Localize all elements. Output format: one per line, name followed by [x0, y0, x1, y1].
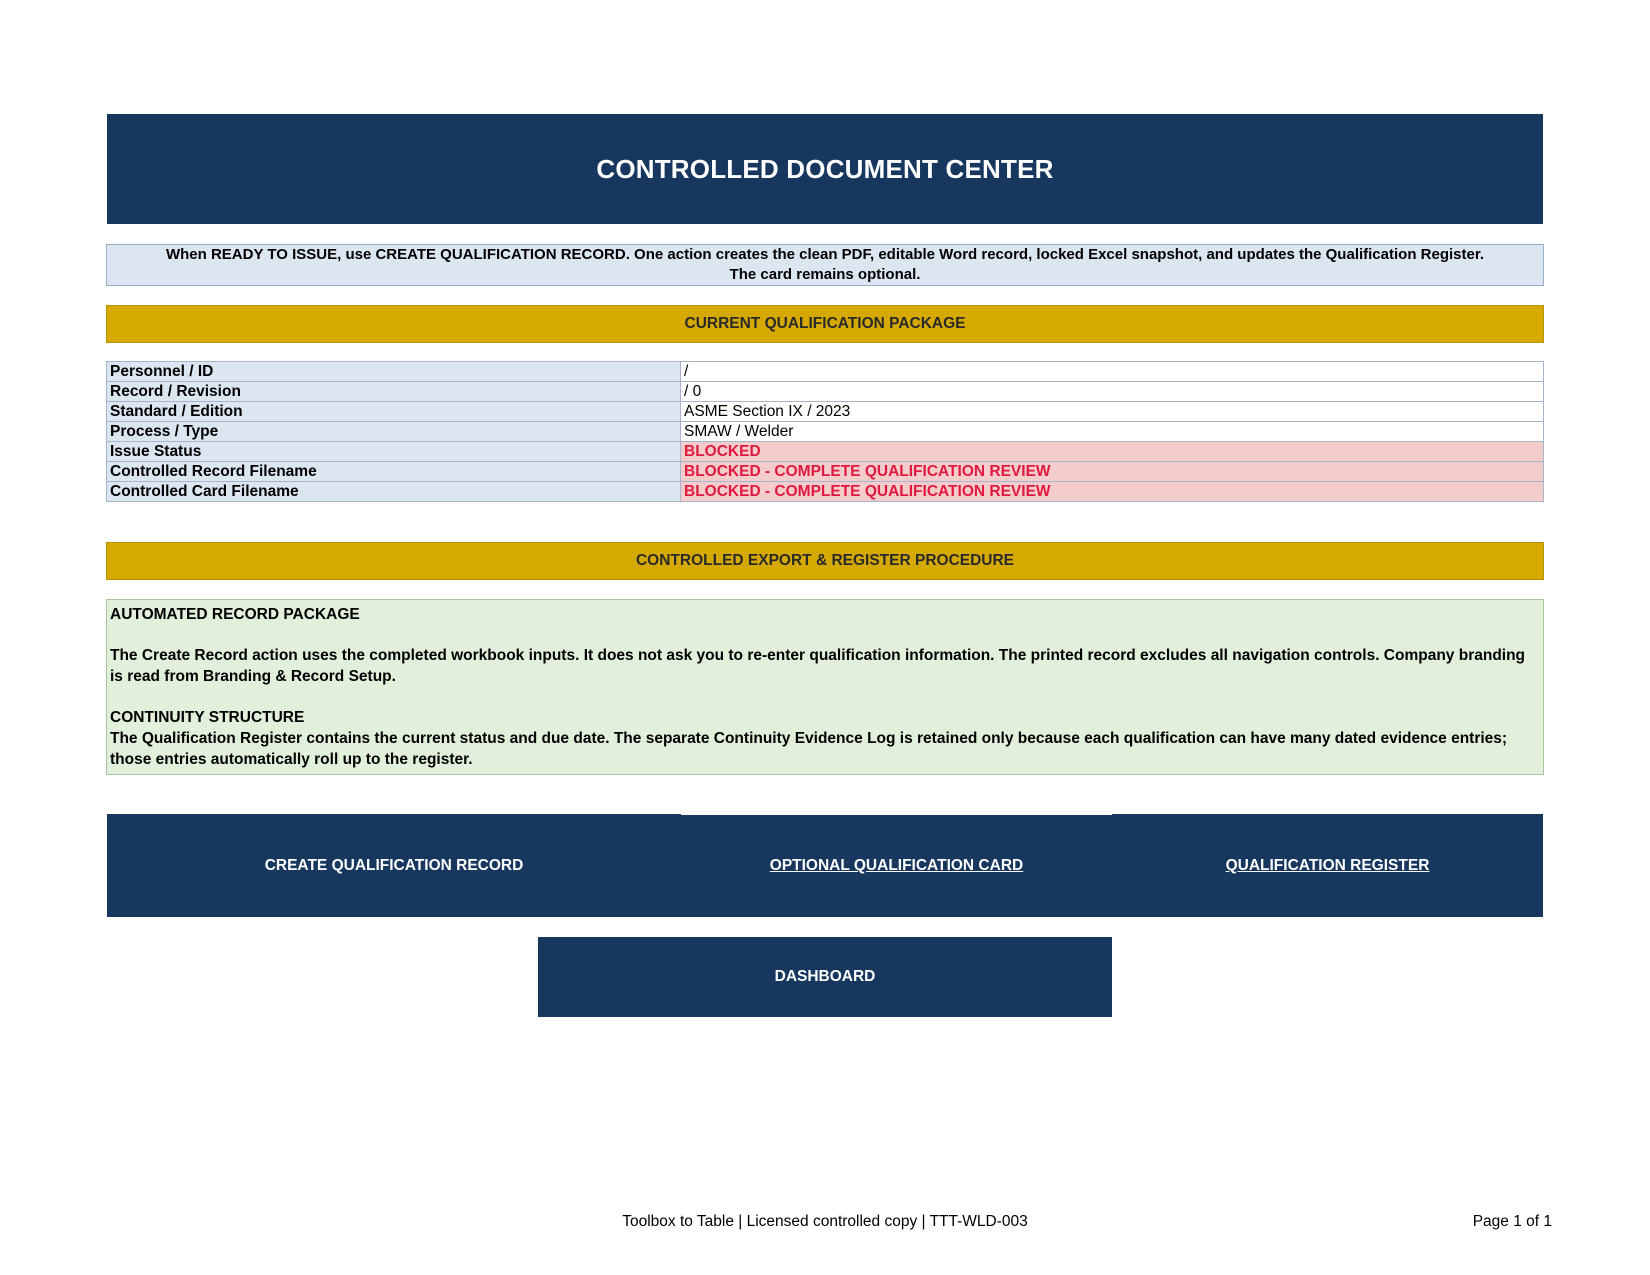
row-value: SMAW / Welder [681, 422, 1544, 442]
table-row [107, 422, 1544, 442]
row-label: Standard / Edition [107, 402, 681, 422]
package-table [106, 361, 1544, 502]
row-value: BLOCKED - COMPLETE QUALIFICATION REVIEW [681, 482, 1544, 502]
continuity-title: CONTINUITY STRUCTURE [110, 709, 305, 726]
status-badge: BLOCKED [681, 442, 1544, 462]
row-value: / [681, 362, 1544, 382]
dashboard-button[interactable] [538, 937, 1112, 1017]
row-value: ASME Section IX / 2023 [681, 402, 1544, 422]
package-heading: CURRENT QUALIFICATION PACKAGE [684, 315, 966, 332]
page-number: Page 1 of 1 [1472, 1213, 1552, 1230]
procedure-section-header [106, 542, 1544, 580]
instruction-line-1: When READY TO ISSUE, use CREATE QUALIFICATION RECORD. One action creates the clean PDF, editable Word record, locked Excel snapshot, and updates the Qualification Register. [165, 246, 1485, 263]
table-row [107, 442, 1544, 462]
page-title-banner [107, 114, 1543, 224]
optional-card-label: OPTIONAL QUALIFICATION CARD [769, 857, 1024, 874]
row-label: Controlled Record Filename [107, 462, 681, 482]
row-label: Controlled Card Filename [107, 482, 681, 502]
table-row [107, 462, 1544, 482]
row-label: Personnel / ID [107, 362, 681, 382]
continuity-text: The Qualification Register contains the current status and due date. The separate Continuity Evidence Log is retained only because each qualification can have many dated evidence entries; those entries automatically roll up to the register. [110, 730, 1508, 768]
row-value: BLOCKED - COMPLETE QUALIFICATION REVIEW [681, 462, 1544, 482]
procedure-panel [106, 599, 1544, 775]
instruction-line-2: The card remains optional. [729, 266, 921, 283]
table-row [107, 362, 1544, 382]
dashboard-label: DASHBOARD [774, 968, 876, 985]
procedure-heading: CONTROLLED EXPORT & REGISTER PROCEDURE [635, 552, 1015, 569]
table-row [107, 402, 1544, 422]
page-title: CONTROLLED DOCUMENT CENTER [596, 153, 1054, 184]
package-section-header [106, 305, 1544, 343]
footer-text: Toolbox to Table | Licensed controlled copy | TTT-WLD-003 [622, 1213, 1028, 1230]
row-label: Issue Status [107, 442, 681, 462]
instruction-note [106, 244, 1544, 286]
table-row [107, 382, 1544, 402]
table-row [107, 482, 1544, 502]
create-record-button[interactable] [107, 814, 681, 917]
automated-text: The Create Record action uses the completed workbook inputs. It does not ask you to re-enter qualification information. The printed record excludes all navigation controls. Company branding is read from Branding & Record Setup. [110, 647, 1526, 685]
register-button[interactable] [1112, 814, 1543, 917]
create-record-label: CREATE QUALIFICATION RECORD [264, 856, 524, 874]
row-value: / 0 [681, 382, 1544, 402]
row-label: Process / Type [107, 422, 681, 442]
optional-card-button[interactable] [681, 815, 1112, 917]
automated-title: AUTOMATED RECORD PACKAGE [110, 606, 360, 623]
row-label: Record / Revision [107, 382, 681, 402]
register-label: QUALIFICATION REGISTER [1225, 856, 1430, 874]
